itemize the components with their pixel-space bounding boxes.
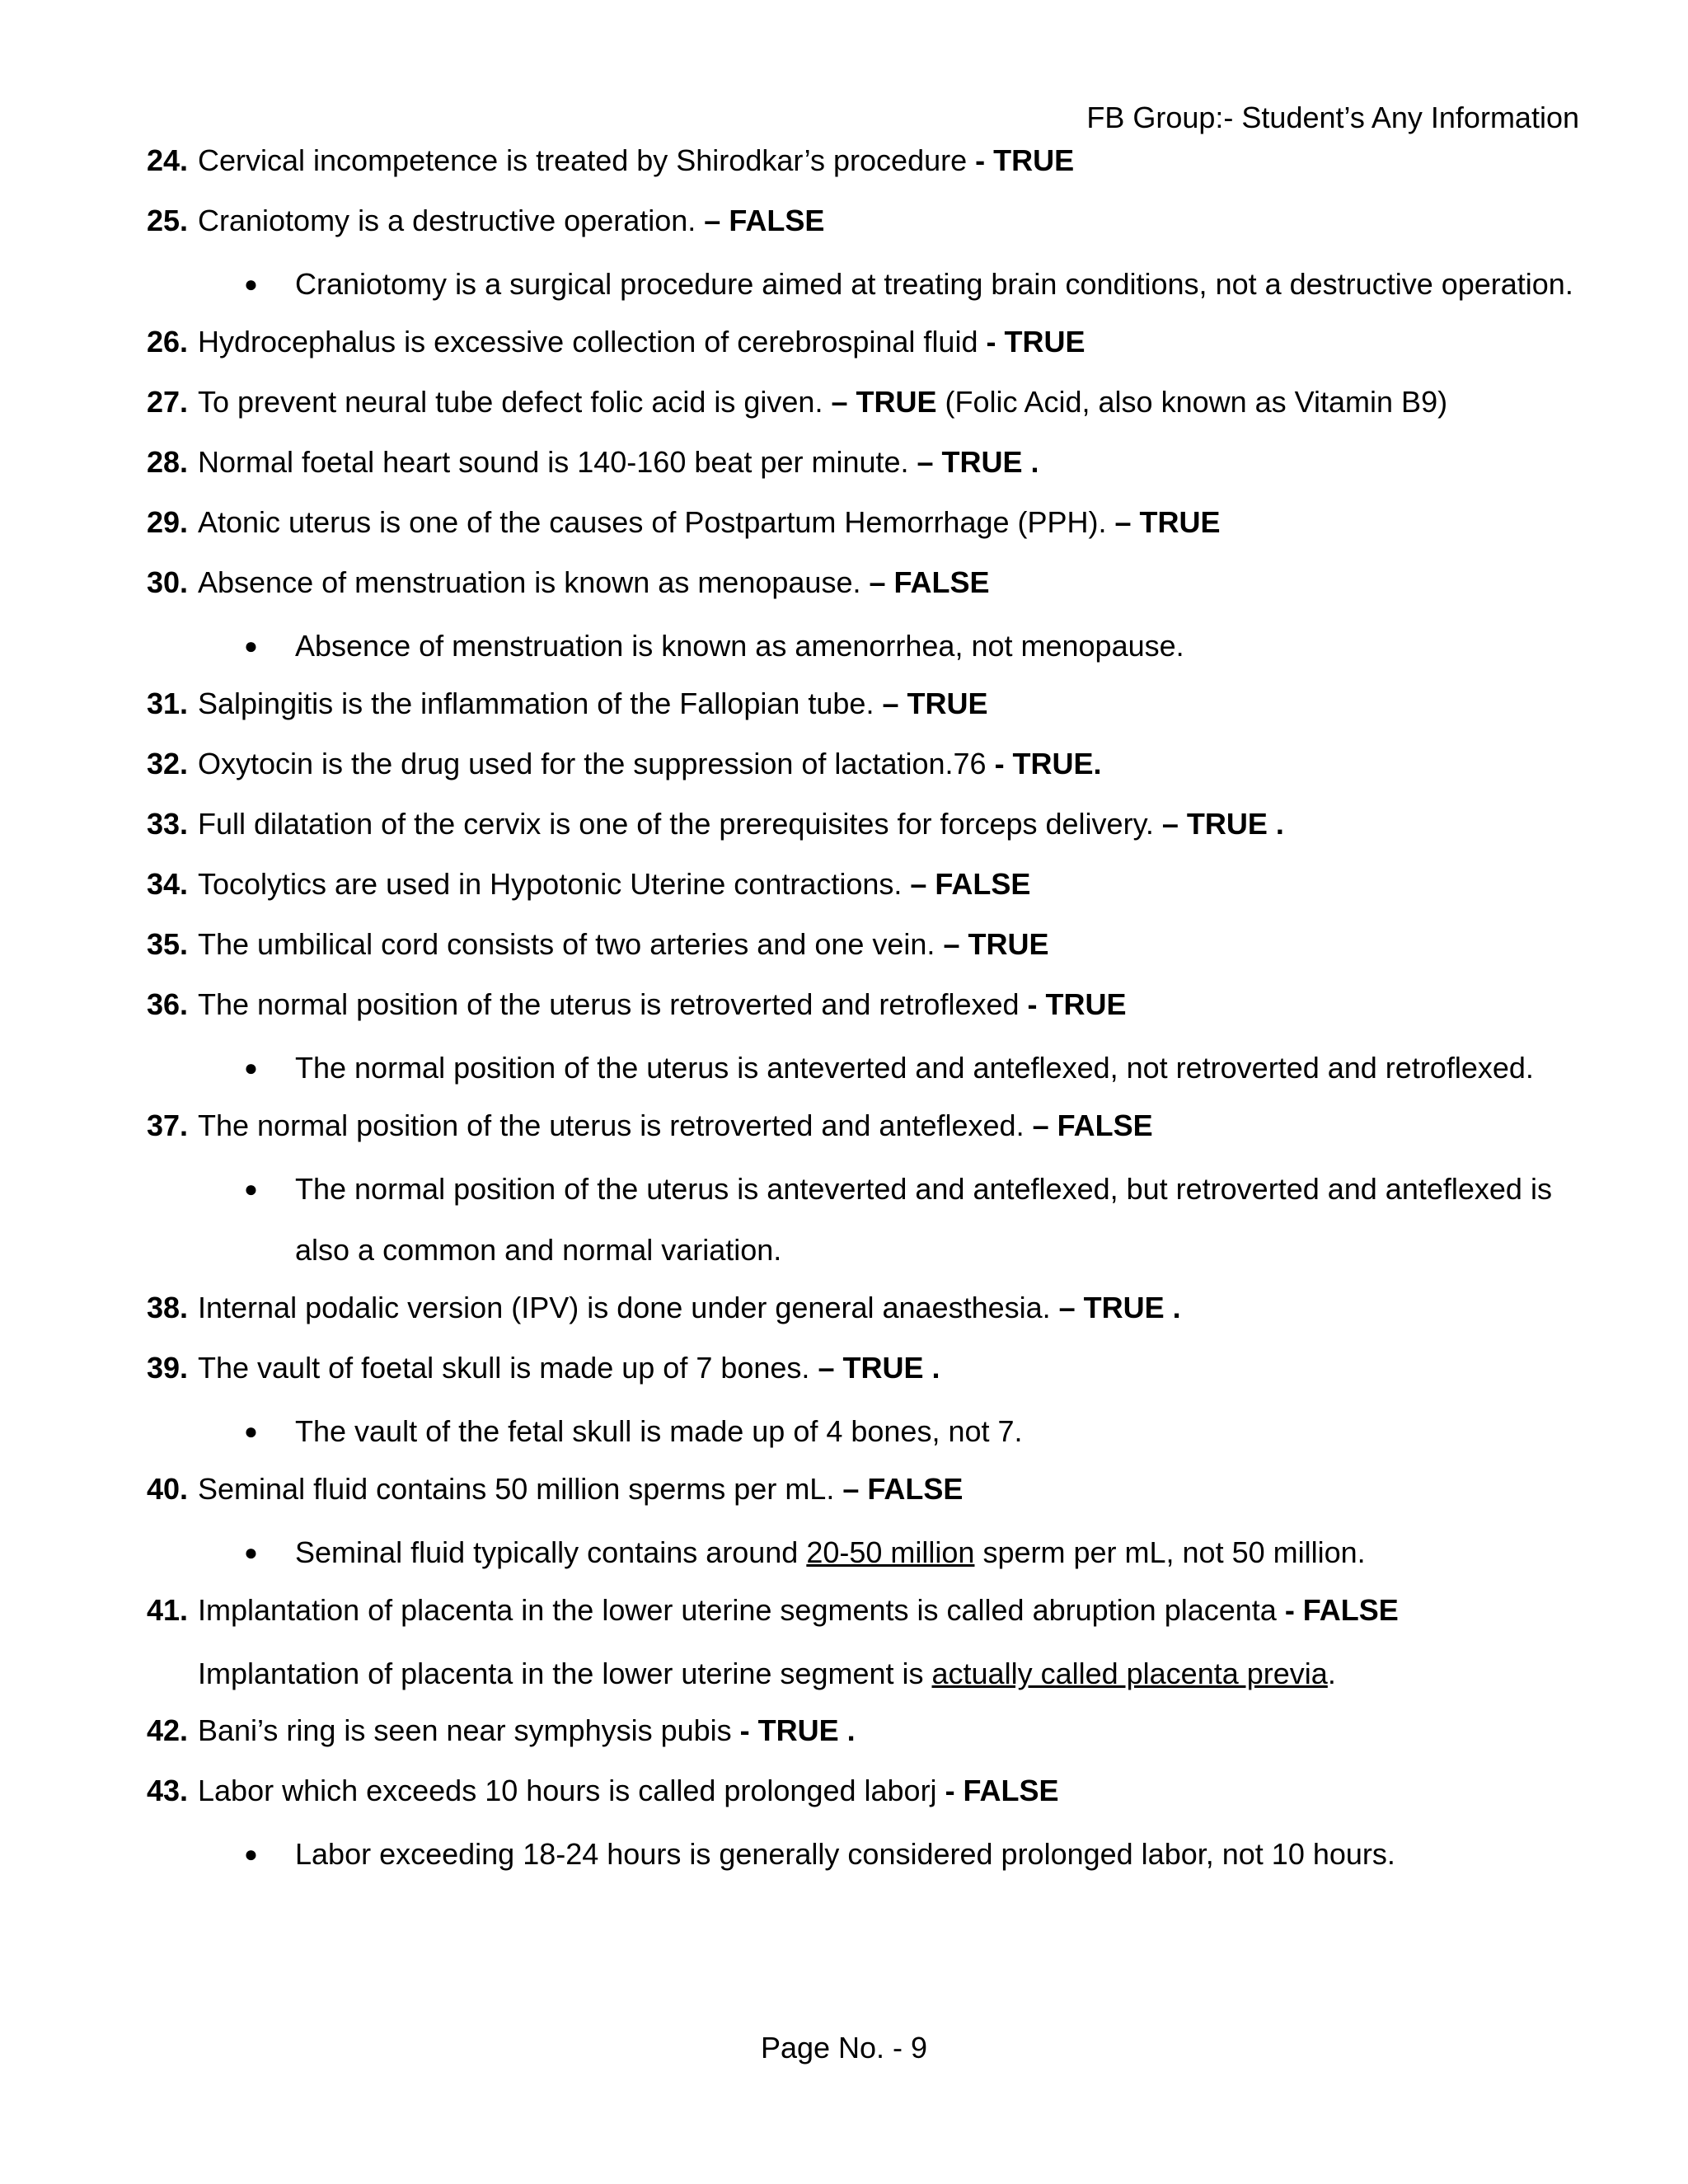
underlined-text: actually called placenta previa xyxy=(931,1657,1328,1690)
answer-label: – TRUE . xyxy=(917,445,1039,479)
explanation-bullet xyxy=(147,254,1581,315)
item-text: Normal foetal heart sound is 140-160 beat per minute. – TRUE . xyxy=(198,445,1039,479)
item-text: The normal position of the uterus is retroverted and anteflexed. – FALSE xyxy=(198,1108,1153,1142)
explanation-text: Absence of menstruation is known as amenorrhea, not menopause. xyxy=(295,629,1184,663)
answer-label: – TRUE xyxy=(831,385,937,419)
item-text: Cervical incompetence is treated by Shirodkar’s procedure - TRUE xyxy=(198,143,1075,177)
underlined-text: 20-50 million xyxy=(806,1535,975,1569)
item-text: Labor which exceeds 10 hours is called prolonged laborj - FALSE xyxy=(198,1774,1059,1807)
item-number: 36. xyxy=(147,987,189,1021)
list-item xyxy=(147,917,1581,977)
list-item xyxy=(147,435,1581,495)
item-number: 25. xyxy=(147,204,189,237)
answer-label: - TRUE xyxy=(1027,987,1127,1021)
list-item xyxy=(147,857,1581,917)
answer-label: - TRUE . xyxy=(739,1713,856,1747)
answer-label: - FALSE xyxy=(1284,1593,1399,1627)
explanation-text: The vault of the fetal skull is made up of 4 bones, not 7. xyxy=(295,1414,1023,1448)
explanation-text: The normal position of the uterus is anteverted and anteflexed, but retroverted and anteflexed is also a common and normal variation. xyxy=(295,1172,1552,1267)
answer-label: – TRUE . xyxy=(1161,807,1284,841)
item-text: The normal position of the uterus is retroverted and retroflexed - TRUE xyxy=(198,987,1127,1021)
bullet-icon: ● xyxy=(244,1841,258,1867)
list-item xyxy=(147,797,1581,857)
item-number: 33. xyxy=(147,807,189,841)
explanation-text: Seminal fluid typically contains around 20-50 million sperm per mL, not 50 million. xyxy=(295,1535,1366,1569)
item-text: Craniotomy is a destructive operation. – FALSE xyxy=(198,204,825,237)
list-item xyxy=(147,1281,1581,1341)
explanation-text: The normal position of the uterus is anteverted and anteflexed, not retroverted and retroflexed. xyxy=(295,1051,1534,1085)
question-list xyxy=(147,134,1581,1885)
answer-label: - FALSE xyxy=(945,1774,1059,1807)
answer-label: – TRUE . xyxy=(818,1351,940,1385)
answer-label: – TRUE xyxy=(882,687,988,720)
explanation-bullet xyxy=(147,1159,1581,1281)
item-text: The vault of foetal skull is made up of 7 bones. – TRUE . xyxy=(198,1351,940,1385)
item-number: 26. xyxy=(147,325,189,359)
explanation-bullet xyxy=(147,616,1581,677)
answer-label: – FALSE xyxy=(1032,1108,1153,1142)
item-number: 34. xyxy=(147,867,189,901)
list-item xyxy=(147,1704,1581,1764)
item-number: 37. xyxy=(147,1108,189,1142)
list-item xyxy=(147,977,1581,1038)
item-number: 35. xyxy=(147,927,189,961)
list-item xyxy=(147,194,1581,254)
item-text: Implantation of placenta in the lower uterine segments is called abruption placenta - FALSE xyxy=(198,1593,1399,1627)
list-item xyxy=(147,1764,1581,1824)
explanation-text: Labor exceeding 18-24 hours is generally considered prolonged labor, not 10 hours. xyxy=(295,1837,1395,1871)
item-text: Hydrocephalus is excessive collection of cerebrospinal fluid - TRUE xyxy=(198,325,1085,359)
list-item xyxy=(147,375,1581,435)
list-item xyxy=(147,1462,1581,1522)
item-number: 38. xyxy=(147,1291,189,1324)
list-item xyxy=(147,1099,1581,1159)
explanation-bullet xyxy=(147,1401,1581,1462)
item-text: To prevent neural tube defect folic acid is given. – TRUE (Folic Acid, also known as Vitamin B9) xyxy=(198,385,1448,419)
item-number: 42. xyxy=(147,1713,189,1747)
bullet-icon: ● xyxy=(244,1055,258,1080)
explanation-line: Implantation of placenta in the lower uterine segment is actually called placenta previa. xyxy=(198,1657,1336,1690)
list-item xyxy=(147,555,1581,616)
explanation-bullet xyxy=(147,1038,1581,1099)
list-item xyxy=(147,677,1581,737)
item-text: Tocolytics are used in Hypotonic Uterine contractions. – FALSE xyxy=(198,867,1031,901)
item-text: Internal podalic version (IPV) is done under general anaesthesia. – TRUE . xyxy=(198,1291,1181,1324)
answer-label: - TRUE xyxy=(986,325,1085,359)
item-number: 40. xyxy=(147,1472,189,1506)
list-item xyxy=(147,737,1581,797)
answer-label: – TRUE xyxy=(943,927,1049,961)
bullet-icon: ● xyxy=(244,633,258,658)
explanation-bullet xyxy=(147,1522,1581,1583)
bullet-icon: ● xyxy=(244,1418,258,1444)
item-text: Seminal fluid contains 50 million sperms per mL. – FALSE xyxy=(198,1472,964,1506)
item-text: Atonic uterus is one of the causes of Postpartum Hemorrhage (PPH). – TRUE xyxy=(198,505,1221,539)
page-number: Page No. - 9 xyxy=(760,2031,928,2064)
bullet-icon: ● xyxy=(244,1540,258,1565)
page-header: FB Group:- Student’s Any Information xyxy=(1086,101,1579,134)
item-text: The umbilical cord consists of two arteries and one vein. – TRUE xyxy=(198,927,1049,961)
answer-label: - TRUE. xyxy=(994,747,1102,780)
answer-label: – FALSE xyxy=(704,204,825,237)
item-text: Oxytocin is the drug used for the suppression of lactation.76 - TRUE. xyxy=(198,747,1102,780)
item-text: Full dilatation of the cervix is one of the prerequisites for forceps delivery. – TRUE . xyxy=(198,807,1284,841)
answer-label: - TRUE xyxy=(975,143,1075,177)
list-item xyxy=(147,134,1581,194)
list-item xyxy=(147,1341,1581,1401)
item-number: 43. xyxy=(147,1774,189,1807)
item-number: 29. xyxy=(147,505,189,539)
item-number: 24. xyxy=(147,143,189,177)
item-text: Salpingitis is the inflammation of the Fallopian tube. – TRUE xyxy=(198,687,988,720)
answer-label: – FALSE xyxy=(910,867,1031,901)
list-item xyxy=(147,495,1581,555)
extra-note: (Folic Acid, also known as Vitamin B9) xyxy=(936,385,1448,419)
item-number: 27. xyxy=(147,385,189,419)
item-number: 41. xyxy=(147,1593,189,1627)
item-text: Absence of menstruation is known as menopause. – FALSE xyxy=(198,565,990,599)
explanation-bullet xyxy=(147,1824,1581,1885)
answer-label: – TRUE . xyxy=(1058,1291,1181,1324)
answer-label: – TRUE xyxy=(1114,505,1221,539)
bullet-icon: ● xyxy=(244,271,258,297)
item-text: Bani’s ring is seen near symphysis pubis - TRUE . xyxy=(198,1713,856,1747)
list-item xyxy=(147,315,1581,375)
answer-label: – FALSE xyxy=(869,565,990,599)
item-number: 28. xyxy=(147,445,189,479)
item-number: 30. xyxy=(147,565,189,599)
list-item xyxy=(147,1583,1581,1643)
item-number: 31. xyxy=(147,687,189,720)
explanation-text: Craniotomy is a surgical procedure aimed at treating brain conditions, not a destructive operation. xyxy=(295,267,1573,301)
item-number: 32. xyxy=(147,747,189,780)
answer-label: – FALSE xyxy=(842,1472,964,1506)
item-number: 39. xyxy=(147,1351,189,1385)
bullet-icon: ● xyxy=(244,1176,258,1202)
